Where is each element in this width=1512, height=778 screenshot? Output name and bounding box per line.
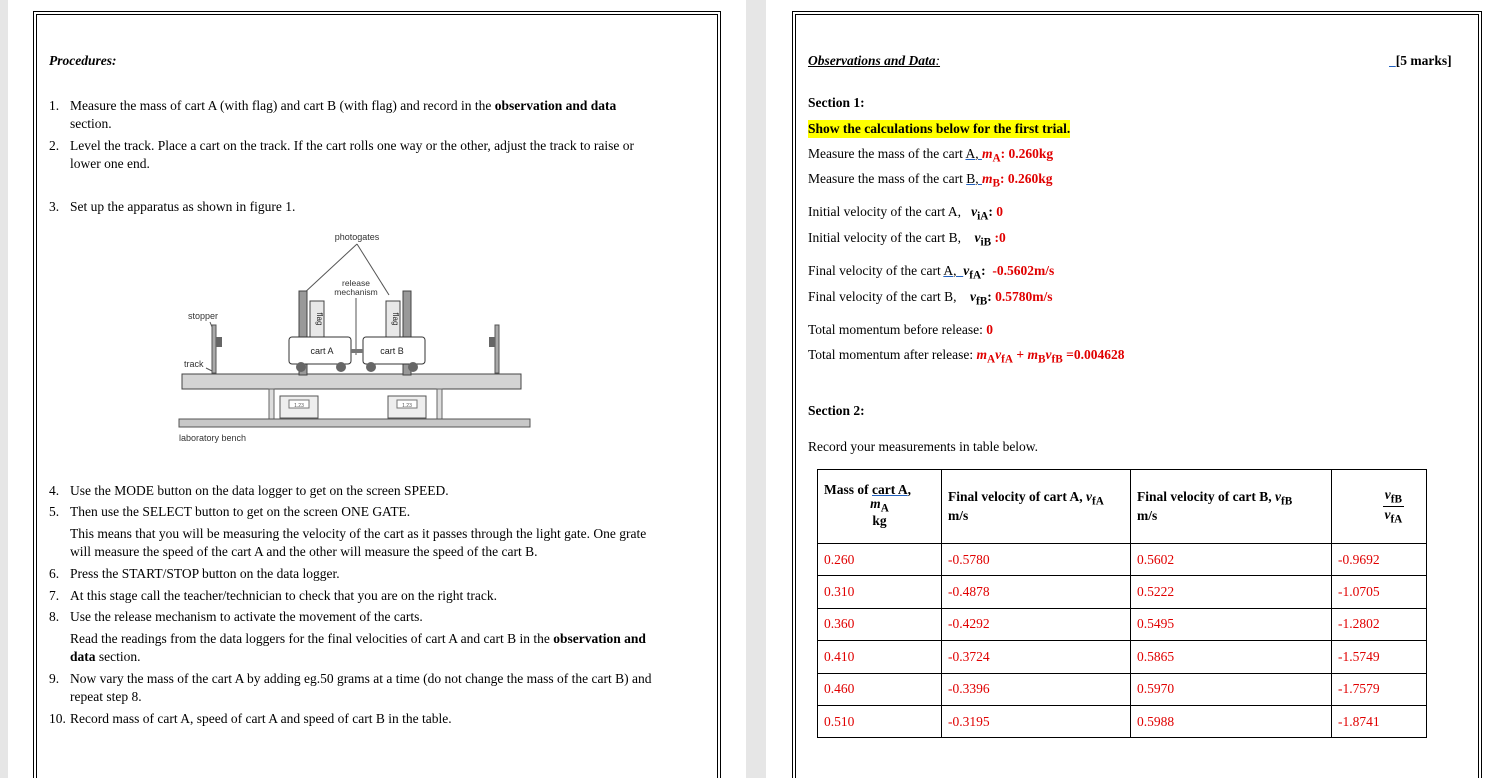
stopper-left-bumper [216,337,222,347]
observations-heading: Observations and Data: [808,53,941,68]
col-header-velocity-b: Final velocity of cart B, $v_{fB}$ m/s [1131,470,1332,544]
step-number: 3. [49,199,60,214]
col-header-velocity-a: Final velocity of cart A, $v_{fA}$ m/s [942,470,1131,544]
momentum-after-line: Total momentum after release: $m_Av_{fA} + m_Bv_{fB} =0.004628$ [808,347,1125,366]
step-8-line1: Use the release mechanism to activate the movement of the carts. [70,609,423,624]
table-row: 0.510 -0.3195 0.5988 -1.8741 [818,705,1427,737]
wheel [296,362,306,372]
table-row: 0.310 -0.4878 0.5222 -1.0705 [818,576,1427,608]
table-row: 0.410 -0.3724 0.5865 -1.5749 [818,641,1427,673]
photogates-label: photogates [334,232,380,242]
step-10-line1: Record mass of cart A, speed of cart A and speed of cart B in the table. [70,711,452,726]
initial-velocity-a-line: Initial velocity of the cart A, $v_{iA}$: 0 [808,204,1003,223]
step-number: 2. [49,138,60,153]
calc-instruction: Show the calculations below for the first trial. [808,121,1071,136]
mechanism-label: mechanism [334,287,378,297]
step-2-line2: lower one end. [70,156,150,171]
wheel [366,362,376,372]
mass-a-line: Measure the mass of the cart A, $m_A$: 0.260kg [808,146,1054,165]
table-row: 0.260 -0.5780 0.5602 -0.9692 [818,544,1427,576]
step-4-line1: Use the MODE button on the data logger to get on the screen SPEED. [70,483,449,498]
step-number: 8. [49,609,60,624]
step-6-line1: Press the START/STOP button on the data logger. [70,566,340,581]
track [182,374,521,389]
svg-text:flag: flag [391,312,400,326]
step-number: 4. [49,483,60,498]
bench-label: laboratory bench [179,433,247,443]
step-number: 6. [49,566,60,581]
record-instruction: Record your measurements in table below. [808,439,1039,454]
col-header-mass: Mass of cart A, $m_A$ kg [818,470,942,544]
step-2-line1: Level the track. Place a cart on the track. If the cart rolls one way or the other, adjust the track to raise or [70,138,634,153]
measurements-table [817,469,1427,738]
table-header-row [818,470,1427,544]
step-8-line2: Read the readings from the data loggers for the final velocities of cart A and cart B in the observation and [70,631,646,646]
step-number: 5. [49,504,60,519]
table-row: 0.460 -0.3396 0.5970 -1.7579 [818,673,1427,705]
track-label: track [184,359,204,369]
step-7-line1: At this stage call the teacher/technician to check that you are on the right track. [70,588,497,603]
section-2-heading: Section 2: [808,403,865,418]
step-9-line2: repeat step 8. [70,689,142,704]
initial-velocity-b-line: Initial velocity of the cart B, $v_{iB}$ :0 [808,230,1006,249]
step-number: 9. [49,671,60,686]
col-header-ratio: $v_{fB}$ $v_{fA}$ [1332,470,1427,544]
stopper-right [495,325,499,373]
wheel [408,362,418,372]
step-9-line1: Now vary the mass of the cart A by adding eg.50 grams at a time (do not change the mass of the cart B) and [70,671,652,686]
step-1-line1: Measure the mass of cart A (with flag) and cart B (with flag) and record in the observation and data [70,98,617,113]
wheel [336,362,346,372]
support-leg [269,389,274,419]
svg-text:1.23: 1.23 [294,403,304,409]
procedures-heading: Procedures: [49,53,117,68]
stopper-left [212,325,216,373]
stopper-right-bumper [489,337,495,347]
step-number: 7. [49,588,60,603]
laboratory-bench [179,419,530,427]
marks-label: [5 marks] [1395,53,1452,68]
release-label: release [342,278,370,288]
final-velocity-b-line: Final velocity of the cart B, $v_{fB}$: 0.5780m/s [808,289,1053,308]
step-1-line2: section. [70,116,112,131]
svg-text:flag: flag [315,312,324,326]
step-number: 1. [49,98,60,113]
step-3-line1: Set up the apparatus as shown in figure 1. [70,199,296,214]
final-velocity-a-line: Final velocity of the cart A, $v_{fA}$: -0.5602m/s [808,263,1055,282]
stopper-label: stopper [188,311,219,321]
cart-a-label: cart A [310,346,334,356]
table-row: 0.360 -0.4292 0.5495 -1.2802 [818,608,1427,640]
mass-b-line: Measure the mass of the cart B, $m_B$: 0.260kg [808,171,1053,190]
step-number: 10. [49,711,66,726]
cart-b-label: cart B [380,346,404,356]
release-spring [351,349,363,353]
support-leg [437,389,442,419]
step-5-line1: Then use the SELECT button to get on the screen ONE GATE. [70,504,411,519]
momentum-before-line: Total momentum before release: 0 [808,322,993,337]
step-5-line3: will measure the speed of the cart A and the other will measure the speed of the cart B. [70,544,538,559]
svg-text:1.23: 1.23 [402,403,412,409]
apparatus-figure [170,225,540,450]
section-1-heading: Section 1: [808,95,865,110]
step-8-line3: data section. [70,649,141,664]
step-5-line2: This means that you will be measuring the velocity of the cart as it passes through the light gate. One grate [70,526,647,541]
